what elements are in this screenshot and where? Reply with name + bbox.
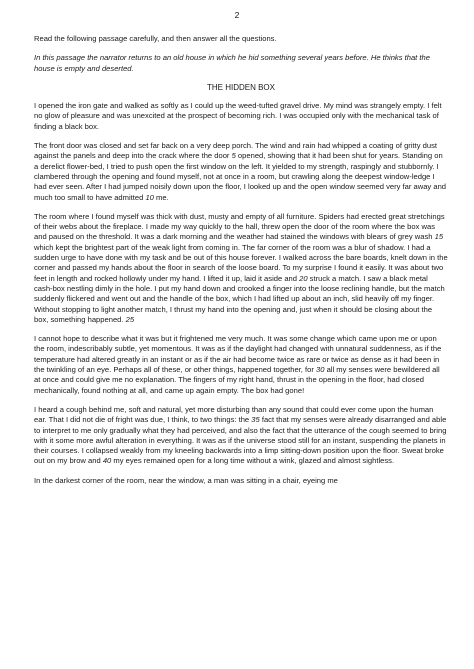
intro-text: In this passage the narrator returns to an old house in which he hid something several years before. He thinks that the house is empty and deserted. [34,53,430,73]
paragraph: In the darkest corner of the room, near the window, a man was sitting in a chair, eyeing me [34,475,338,485]
passage-title: THE HIDDEN BOX [206,82,275,92]
page-content [34,34,448,486]
line-number: 35 [251,415,260,425]
line-number: 40 [102,456,112,466]
line-number: 20 [299,273,308,283]
page-number: 2 [234,10,240,20]
line-number: 15 [434,232,444,242]
instruction-text: Read the following passage carefully, and then answer all the questions. [34,34,277,43]
paragraph: I cannot hope to describe what it was but it frightened me very much. It was some change which came upon me or upon the room, indescribably subtle, yet momentous. It was as if the daylight had changed with unnatural suddenness, as if the temperature had altered greatly in an instant or as if the air had become twice as rare or twice as dense as it had been in the twinkling of an eye. Perhaps all of these, or other things, happened together, for 30 all my senses were bewildered all at once and could give me no explanation. The fingers of my right hand, thrust in the opening in the floor, had closed mechanically, found nothing at all, and came up again empty. The box had gone! [34,334,442,395]
line-number: 25 [125,314,135,324]
paragraph: The room where I found myself was thick with dust, musty and empty of all furniture. Spiders had erected great stretchings of their webs about the fireplace. I made my way quickly to the hall, threw open the door of the room where the box was and paused on the threshold. It was a dark morning and the weather had stained the windows with blears of grey wash 15 which kept the brightest part of the weak light from coming in. The far corner of the room was a blur of shadow. I had a sudden urge to have done with my task and be out of this house forever. I walked across the bare boards, knelt down in the corner and passed my hands about the floor in search of the loose board. To my surprise I found it easily. It was about two feet in length and rocked hollowly under my hand. I lifted it up, laid it aside and 20 struck a match. I saw a black metal cash-box nestling dimly in the hole. I put my hand down and crooked a finger into the loose reclining handle, but the match suddenly flickered and went out and the handle of the box, which I had lifted up about an inch, slid heavily off my finger. Without stopping to light another match, I thrust my hand into the opening and, just when it should be closing about the box, something happened. 25 [34,211,448,324]
passage-body [34,101,448,486]
line-number: 10 [145,192,154,202]
paragraph: The front door was closed and set far back on a very deep porch. The wind and rain had whipped a coating of gritty dust against the panels and deep into the crack where the door 5 opened, showing that it had been shut for years. Standing on a derelict flower-bed, I tried to push open the first window on the left. It yielded to my strength, raspingly and stubbornly. I clambered through the opening and found myself, not at once in a room, but crawling along the deepest window-ledge I had ever seen. After I had jumped noisily down upon the floor, I looked up and the open window seemed very far away and much too small to have admitted 10 me. [34,141,447,202]
line-number: 30 [316,365,325,375]
paragraph: I heard a cough behind me, soft and natural, yet more disturbing than any sound that could ever come upon the human ear. That I did not die of fright was due, I think, to two things: the 35 fact that my senses were already disarranged and able to interpret to me only gradually what they had perceived, and also the fact that the utterance of the cough seemed to bring with it some more awful alteration in everything. It was as if the universe stood still for an instant, suspending the planets in their courses. I collapsed weakly from my kneeling backwards into a limp sitting-down position upon the floor. Sweat broke out on my brow and 40 my eyes remained open for a long time without a wink, glazed and almost sightless. [34,404,447,466]
paragraph: I opened the iron gate and walked as softly as I could up the weed-tufted gravel drive. My mind was strangely empty. I felt no glow of pleasure and was unexcited at the prospect of becoming rich. I was occupied only with the mechanical task of finding a black box. [34,101,442,131]
line-number: 5 [231,151,236,161]
